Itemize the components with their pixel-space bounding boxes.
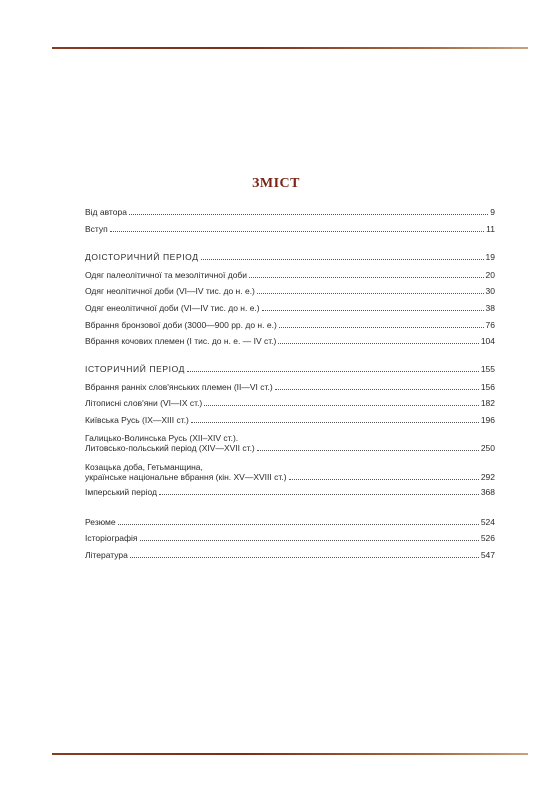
dot-leader (275, 389, 479, 390)
toc-page-number: 292 (480, 472, 495, 482)
toc-page-number: 156 (480, 382, 495, 392)
toc-page-number: 104 (480, 336, 495, 346)
toc-page-number: 368 (480, 487, 495, 497)
dot-leader (159, 494, 479, 495)
toc-entry-eneolithic[interactable] (85, 303, 495, 313)
toc-entry-label: Від автора (85, 207, 127, 217)
toc-entry-label: Історіографія (85, 533, 138, 543)
dot-leader (110, 231, 484, 232)
toc-page-number: 19 (485, 252, 495, 262)
toc-entry-label-line2: українське національне вбрання (кін. XV—XVIII ст.) (85, 472, 287, 482)
dot-leader (289, 479, 479, 480)
toc-page-number: 524 (480, 517, 495, 527)
toc-page-number: 76 (485, 320, 495, 330)
toc-entry-label: Одяг палеолітичної та мезолітичної доби (85, 270, 248, 280)
toc-entry-neolithic[interactable] (85, 286, 495, 296)
toc-page-number: 30 (485, 286, 495, 296)
toc-entry-kyivan-rus[interactable] (85, 415, 495, 425)
dot-leader (191, 422, 479, 423)
toc-page-number: 38 (485, 303, 495, 313)
dot-leader (187, 371, 479, 372)
toc-section-historic[interactable] (85, 364, 495, 374)
toc-entry-label-line2: Литовсько-польський період (XIV—XVII ст.) (85, 443, 255, 453)
dot-leader (279, 327, 484, 328)
toc-entry-label: Одяг енеолітичної доби (VI—IV тис. до н. е.) (85, 303, 260, 313)
toc-entry-label-line1: Галицько-Волинська Русь (XII–XIV ст.). (85, 433, 239, 443)
toc-page-number: 9 (490, 207, 495, 217)
toc-entry-cossack-era[interactable] (85, 462, 495, 482)
bottom-decorative-rule (52, 753, 528, 755)
toc-entry-galicia-volhynia[interactable] (85, 433, 495, 453)
dot-leader (257, 450, 479, 451)
dot-leader (262, 310, 484, 311)
page-title: ЗМІСТ (252, 176, 300, 191)
top-decorative-rule (52, 47, 528, 49)
toc-entry-label: Літописні слов'яни (VI—IX ст.) (85, 398, 203, 408)
toc-entry-label: Імперський період (85, 487, 157, 497)
toc-entry-label: Резюме (85, 517, 116, 527)
toc-entry-author[interactable] (85, 207, 495, 217)
dot-leader (118, 524, 479, 525)
toc-entry-label-line1: Козацька доба, Гетьманщина, (85, 462, 203, 472)
toc-page-number: 250 (480, 443, 495, 453)
toc-entry-label: Одяг неолітичної доби (VI—IV тис. до н. е.) (85, 286, 255, 296)
toc-page-number: 11 (486, 224, 495, 234)
toc-entry-early-slavic[interactable] (85, 382, 495, 392)
toc-entry-imperial[interactable] (85, 487, 495, 497)
toc-page-number: 547 (480, 550, 495, 560)
toc-entry-bronze-age[interactable] (85, 320, 495, 330)
toc-entry-label: Література (85, 550, 128, 560)
toc-entry-label: Київська Русь (IX—XIII ст.) (85, 415, 189, 425)
toc-page-number: 182 (480, 398, 495, 408)
toc-entry-paleolithic[interactable] (85, 270, 495, 280)
dot-leader (278, 343, 478, 344)
toc-page-number: 155 (480, 364, 495, 374)
toc-section-label: ІСТОРИЧНИЙ ПЕРІОД (85, 364, 185, 374)
toc-entry-intro[interactable] (85, 224, 495, 234)
toc-entry-historiography[interactable] (85, 533, 495, 543)
toc-page-number: 196 (480, 415, 495, 425)
toc-entry-chronicle-slavs[interactable] (85, 398, 495, 408)
dot-leader (201, 259, 484, 260)
toc-page-number: 526 (480, 533, 495, 543)
dot-leader (249, 277, 483, 278)
dot-leader (140, 540, 479, 541)
toc-entry-label: Вбрання кочових племен (І тис. до н. е. — IV ст.) (85, 336, 277, 346)
toc-entry-label: Вбрання бронзової доби (3000—900 рр. до н. е.) (85, 320, 277, 330)
toc-section-label: ДОІСТОРИЧНИЙ ПЕРІОД (85, 252, 199, 262)
toc-page-number: 20 (485, 270, 495, 280)
toc-entry-literature[interactable] (85, 550, 495, 560)
toc-section-prehistoric[interactable] (85, 252, 495, 262)
dot-leader (257, 293, 484, 294)
toc-entry-nomadic[interactable] (85, 336, 495, 346)
toc-entry-label: Вбрання ранніх слов'янських племен (II—VI ст.) (85, 382, 273, 392)
toc-entry-label: Вступ (85, 224, 108, 234)
dot-leader (129, 214, 488, 215)
toc-entry-summary[interactable] (85, 517, 495, 527)
dot-leader (204, 405, 479, 406)
dot-leader (130, 557, 479, 558)
